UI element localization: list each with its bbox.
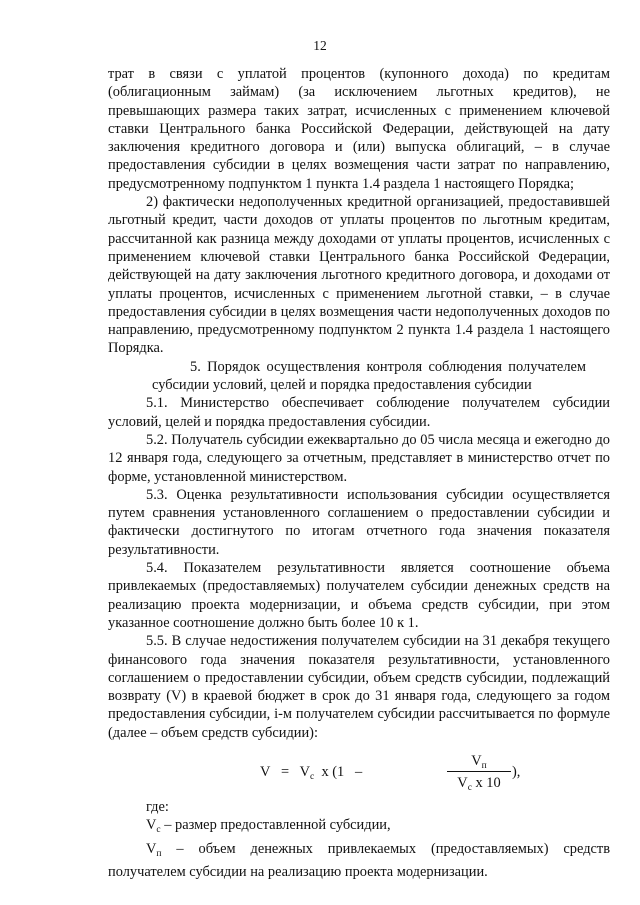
paragraph-5-3: 5.3. Оценка результативности использования субсидии осуществляется путем сравнения установленного соглашением о предоставлении субсидии и фактически достигнутого по итогам отчетного года значения показателя результативности. (108, 486, 610, 558)
denominator-v: V (457, 774, 468, 791)
formula-vc-sub: с (310, 771, 315, 782)
formula-fraction (447, 752, 511, 797)
paragraph-5-5: 5.5. В случае недостижения получателем субсидии на 31 декабря текущего финансового года значения показателя результативности, установленного соглашением о предоставлении субсидии, объем средств субсидии, подлежащий возврату (V) в краевой бюджет в срок до 31 января года, следующего за годом предоставления субсидии, i-м получателем субсидии рассчитывается по формуле (далее – объем средств субсидии): (108, 633, 610, 741)
paragraph-item-2: 2) фактически недополученных кредитной организацией, предоставившей льготный кредит, части доходов от уплаты процентов по льготным кредитам, рассчитанной как разница между доходами от уплаты процентов, исчисленных с применением ключевой ставки Центрального банка Российской Федерации, действующей на дату заключения льготного кредитного договора, и доходами от уплаты процентов, исчисленных с применением льготной ставки, – в случае предоставления субсидии в целях возмещения части недополученных доходов по направлению, предусмотренному подпунктом 2 пункта 1.4 раздела 1 настоящего Порядка. (108, 194, 610, 357)
definitions-where: где: (146, 798, 169, 815)
def-vc-sub: с (156, 825, 161, 836)
denominator-tail: х 10 (475, 774, 501, 791)
fraction-bar (447, 771, 511, 772)
numerator-v: V (471, 752, 482, 769)
def-vp-text: – объем денежных привлекаемых (предоставляемых) средств получателем субсидии на реализацию проекта модернизации. (108, 840, 610, 880)
formula-minus: – (355, 763, 363, 780)
def-vc-text: – размер предоставленной субсидии, (160, 817, 391, 834)
fraction-numerator (447, 752, 511, 770)
paragraph-5-4: 5.4. Показателем результативности является соотношение объема привлекаемых (предоставляемых) получателем субсидии денежных средств на реализацию проекта модернизации, и объема средств субсидии, при этом указанное соотношение должно быть более 10 к 1. (108, 560, 610, 631)
def-vp-symbol: V (146, 840, 157, 857)
numerator-sub: п (481, 760, 487, 771)
formula-times-open: х (1 (321, 763, 345, 780)
document-body (108, 65, 610, 881)
def-vc-symbol: V (146, 817, 157, 834)
fraction-denominator (447, 774, 511, 797)
formula-vc: V (299, 763, 311, 780)
formula-v: V (260, 763, 271, 780)
paragraph-5-2: 5.2. Получатель субсидии ежеквартально до 05 числа месяца и ежегодно до 12 января года, следующего за отчетным, представляет в министерство отчет по форме, установленной министерством. (108, 431, 610, 485)
denominator-sub: с (467, 782, 472, 793)
formula-equals: = (280, 763, 290, 780)
formula-lhs (260, 763, 362, 786)
definition-vc (108, 816, 610, 839)
page-number: 12 (313, 38, 327, 53)
paragraph-continuation: трат в связи с уплатой процентов (купонного дохода) по кредитам (облигационным займам) (за исключением льготных кредитов), не превышающих размера таких затрат, исчисленных с применением ключевой ставки Центрального банка Российской Федерации, действующей на дату заключения кредитного договора и (или) выпуска облигаций, – в случае предоставления субсидии в целях возмещения части затрат по направлению, предусмотренному подпунктом 1 пункта 1.4 раздела 1 настоящего Порядка; (108, 66, 610, 192)
formula-close: ), (512, 763, 521, 780)
definition-vp (108, 840, 610, 882)
paragraph-5-1: 5.1. Министерство обеспечивает соблюдение получателем субсидии условий, целей и порядка предоставления субсидии. (108, 395, 610, 430)
section-5-heading: 5. Порядок осуществления контроля соблюдения получателем субсидии условий, целей и порядка предоставления субсидии (152, 358, 586, 394)
def-vp-sub: п (156, 848, 162, 859)
return-formula (108, 752, 610, 794)
